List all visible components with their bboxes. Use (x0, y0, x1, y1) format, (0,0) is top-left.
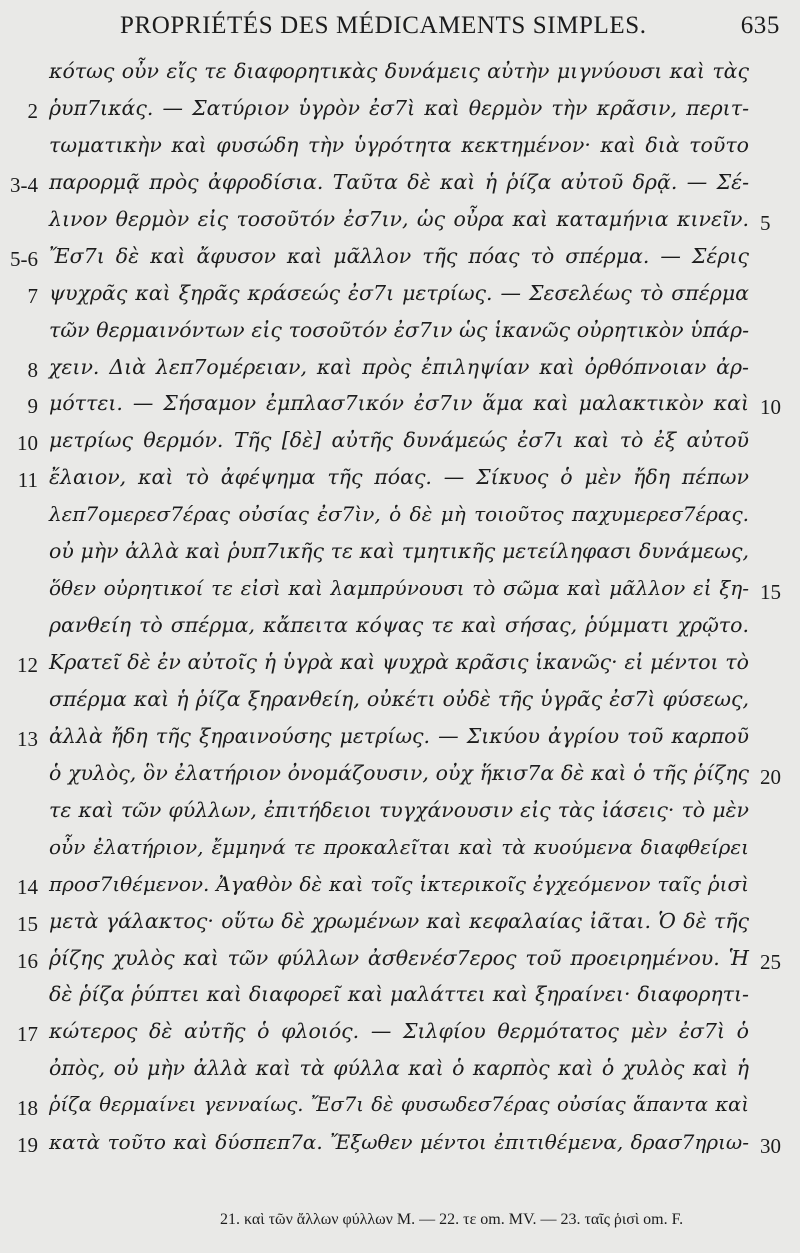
greek-text-line: τωματικὴν καὶ φυσώδη τὴν ὑγρότητα κεκτημένον· καὶ διὰ τοῦτο (49, 132, 749, 157)
greek-text-line: ὁ χυλὸς, ὃν ἐλατήριον ὀνομάζουσιν, οὐχ ἥκισ7α δὲ καὶ ὁ τῆς ῥίζης (49, 760, 749, 785)
source-line-number: 5-6 (10, 246, 38, 271)
text-line (0, 797, 800, 834)
greek-text-line: δὲ ῥίζα ῥύπτει καὶ διαφορεῖ καὶ μαλάττει καὶ ξηραίνει· διαφορητι- (49, 982, 749, 1007)
text-line (0, 575, 800, 612)
text-line (0, 354, 800, 391)
greek-text-line: Κρατεῖ δὲ ἐν αὐτοῖς ἡ ὑγρὰ καὶ ψυχρὰ κρᾶσις ἱκανῶς· εἰ μέντοι τὸ (49, 650, 749, 674)
text-line (0, 280, 800, 317)
text-line (0, 132, 800, 169)
source-line-number: 2 (27, 98, 38, 123)
text-line (0, 464, 800, 501)
greek-text-line: ρανθείη τὸ σπέρμα, κἄπειτα κόψας τε καὶ σήσας, ῥύμματι χρῷτο. (49, 613, 749, 638)
source-line-number: 16 (17, 948, 38, 973)
greek-text-line: ῥυπ7ικάς. — Σατύριον ὑγρὸν ἐσ7ὶ καὶ θερμὸν τὴν κρᾶσιν, περιτ- (49, 95, 749, 120)
source-line-number: 8 (27, 357, 38, 382)
greek-text-line: χειν. Διὰ λεπ7ομέρειαν, καὶ πρὸς ἐπιληψίαν καὶ ὀρθόπνοιαν ἀρ- (49, 354, 749, 379)
margin-line-number: 20 (760, 764, 781, 789)
margin-line-number: 15 (760, 580, 781, 605)
text-line (0, 206, 800, 243)
greek-text-line: κατὰ τοῦτο καὶ δύσπεπ7α. Ἔξωθεν μέντοι ἐπιτιθέμενα, δρασ7ηριω- (49, 1130, 749, 1155)
text-line (0, 169, 800, 206)
source-line-number: 10 (17, 431, 38, 456)
text-line (0, 612, 800, 649)
source-line-number: 17 (17, 1022, 38, 1047)
text-line (0, 95, 800, 132)
running-header (120, 12, 780, 46)
source-line-number: 9 (27, 394, 38, 419)
greek-text-line: ῥίζης χυλὸς καὶ τῶν φύλλων ἀσθενέσ7ερος τοῦ προειρημένου. Ἡ (49, 945, 749, 970)
text-line (0, 834, 800, 871)
text-line (0, 945, 800, 982)
text-line (0, 981, 800, 1018)
text-line (0, 58, 800, 95)
source-line-number: 18 (17, 1096, 38, 1121)
text-line (0, 723, 800, 760)
greek-text-line: κότως οὖν εἴς τε διαφορητικὰς δυνάμεις αὐτὴν μιγνύουσι καὶ τὰς (49, 59, 749, 83)
text-line (0, 1092, 800, 1129)
source-line-number: 11 (17, 468, 38, 493)
text-line (0, 686, 800, 723)
source-line-number: 13 (17, 726, 38, 751)
greek-text-line: μετρίως θερμόν. Τῆς [δὲ] αὐτῆς δυνάμεώς ἐσ7ι καὶ τὸ ἐξ αὐτοῦ (49, 428, 749, 453)
text-line (0, 243, 800, 280)
page-number: 635 (740, 12, 780, 39)
greek-text-line: προσ7ιθέμενον. Ἀγαθὸν δὲ καὶ τοῖς ἰκτερικοῖς ἐγχεόμενον ταῖς ῥισὶ (49, 871, 749, 896)
text-line (0, 871, 800, 908)
source-line-number: 7 (27, 283, 38, 308)
running-title: PROPRIÉTÉS DES MÉDICAMENTS SIMPLES. (120, 12, 647, 39)
greek-text-line: παρορμᾷ πρὸς ἀφροδίσια. Ταῦτα δὲ καὶ ἡ ῥίζα αὐτοῦ δρᾷ. — Σέ- (49, 169, 749, 194)
greek-text-line: κώτερος δὲ αὐτῆς ὁ φλοιός. — Σιλφίου θερμότατος μὲν ἐσ7ὶ ὁ (49, 1019, 749, 1044)
source-line-number: 19 (17, 1133, 38, 1158)
greek-text-line: ὀπὸς, οὐ μὴν ἀλλὰ καὶ τὰ φύλλα καὶ ὁ καρπὸς καὶ ὁ χυλὸς καὶ ἡ (49, 1056, 749, 1081)
greek-text-line: σπέρμα καὶ ἡ ῥίζα ξηρανθείη, οὐκέτι οὐδὲ τῆς ὑγρᾶς ἐσ7ὶ φύσεως, (49, 686, 749, 711)
greek-text-line: ἔλαιον, καὶ τὸ ἀφέψημα τῆς πόας. — Σίκυος ὁ μὲν ἤδη πέπων (49, 465, 749, 490)
greek-text-line: λινον θερμὸν εἰς τοσοῦτόν ἐσ7ιν, ὡς οὖρα καὶ καταμήνια κινεῖν. (49, 206, 749, 231)
greek-text-line: λεπ7ομερεσ7έρας οὐσίας ἐσ7ὶν, ὁ δὲ μὴ τοιοῦτος παχυμερεσ7έρας. (49, 502, 749, 527)
text-line (0, 390, 800, 427)
text-line (0, 538, 800, 575)
margin-line-number: 10 (760, 395, 781, 420)
footnotes: 21. καὶ τῶν ἄλλων φύλλων M. — 22. τε om. MV. — 23. ταῖς ῥισὶ om. F. (220, 1211, 684, 1228)
greek-text-line: ἀλλὰ ἤδη τῆς ξηραινούσης μετρίως. — Σικύου ἀγρίου τοῦ καρποῦ (49, 723, 749, 748)
text-block (0, 58, 800, 1166)
margin-line-number: 5 (760, 210, 771, 235)
source-line-number: 15 (17, 911, 38, 936)
greek-text-line: Ἔσ7ι δὲ καὶ ἄφυσον καὶ μᾶλλον τῆς πόας τὸ σπέρμα. — Σέρις (49, 243, 749, 268)
text-line (0, 317, 800, 354)
greek-text-line: ῥίζα θερμαίνει γενναίως. Ἔσ7ι δὲ φυσωδεσ7έρας οὐσίας ἅπαντα καὶ (49, 1093, 749, 1117)
text-line (0, 427, 800, 464)
text-line (0, 1129, 800, 1166)
greek-text-line: ψυχρᾶς καὶ ξηρᾶς κράσεώς ἐσ7ι μετρίως. — Σεσελέως τὸ σπέρμα (49, 280, 749, 305)
text-line (0, 908, 800, 945)
text-line (0, 501, 800, 538)
greek-text-line: οὐ μὴν ἀλλὰ καὶ ῥυπ7ικῆς τε καὶ τμητικῆς μετείληφασι δυνάμεως, (49, 539, 749, 564)
greek-text-line: μόττει. — Σήσαμον ἐμπλασ7ικόν ἐσ7ιν ἅμα καὶ μαλακτικὸν καὶ (49, 391, 749, 416)
text-line (0, 1018, 800, 1055)
margin-line-number: 25 (760, 949, 781, 974)
margin-line-number: 30 (760, 1134, 781, 1159)
greek-text-line: τε καὶ τῶν φύλλων, ἐπιτήδειοι τυγχάνουσιν εἰς τὰς ἰάσεις· τὸ μὲν (49, 797, 749, 822)
source-line-number: 14 (17, 874, 38, 899)
text-line (0, 1055, 800, 1092)
greek-text-line: τῶν θερμαινόντων εἰς τοσοῦτόν ἐσ7ιν ὡς ἱκανῶς οὐρητικὸν ὑπάρ- (49, 317, 749, 342)
source-line-number: 12 (17, 653, 38, 677)
greek-text-line: ὅθεν οὐρητικοί τε εἰσὶ καὶ λαμπρύνουσι τὸ σῶμα καὶ μᾶλλον εἰ ξη- (49, 576, 749, 601)
text-line (0, 760, 800, 797)
greek-text-line: μετὰ γάλακτος· οὕτω δὲ χρωμένων καὶ κεφαλαίας ἰᾶται. Ὁ δὲ τῆς (49, 908, 749, 933)
greek-text-line: οὖν ἐλατήριον, ἔμμηνά τε προκαλεῖται καὶ τὰ κυούμενα διαφθείρει (49, 834, 749, 859)
text-line (0, 649, 800, 686)
source-line-number: 3-4 (10, 172, 38, 197)
